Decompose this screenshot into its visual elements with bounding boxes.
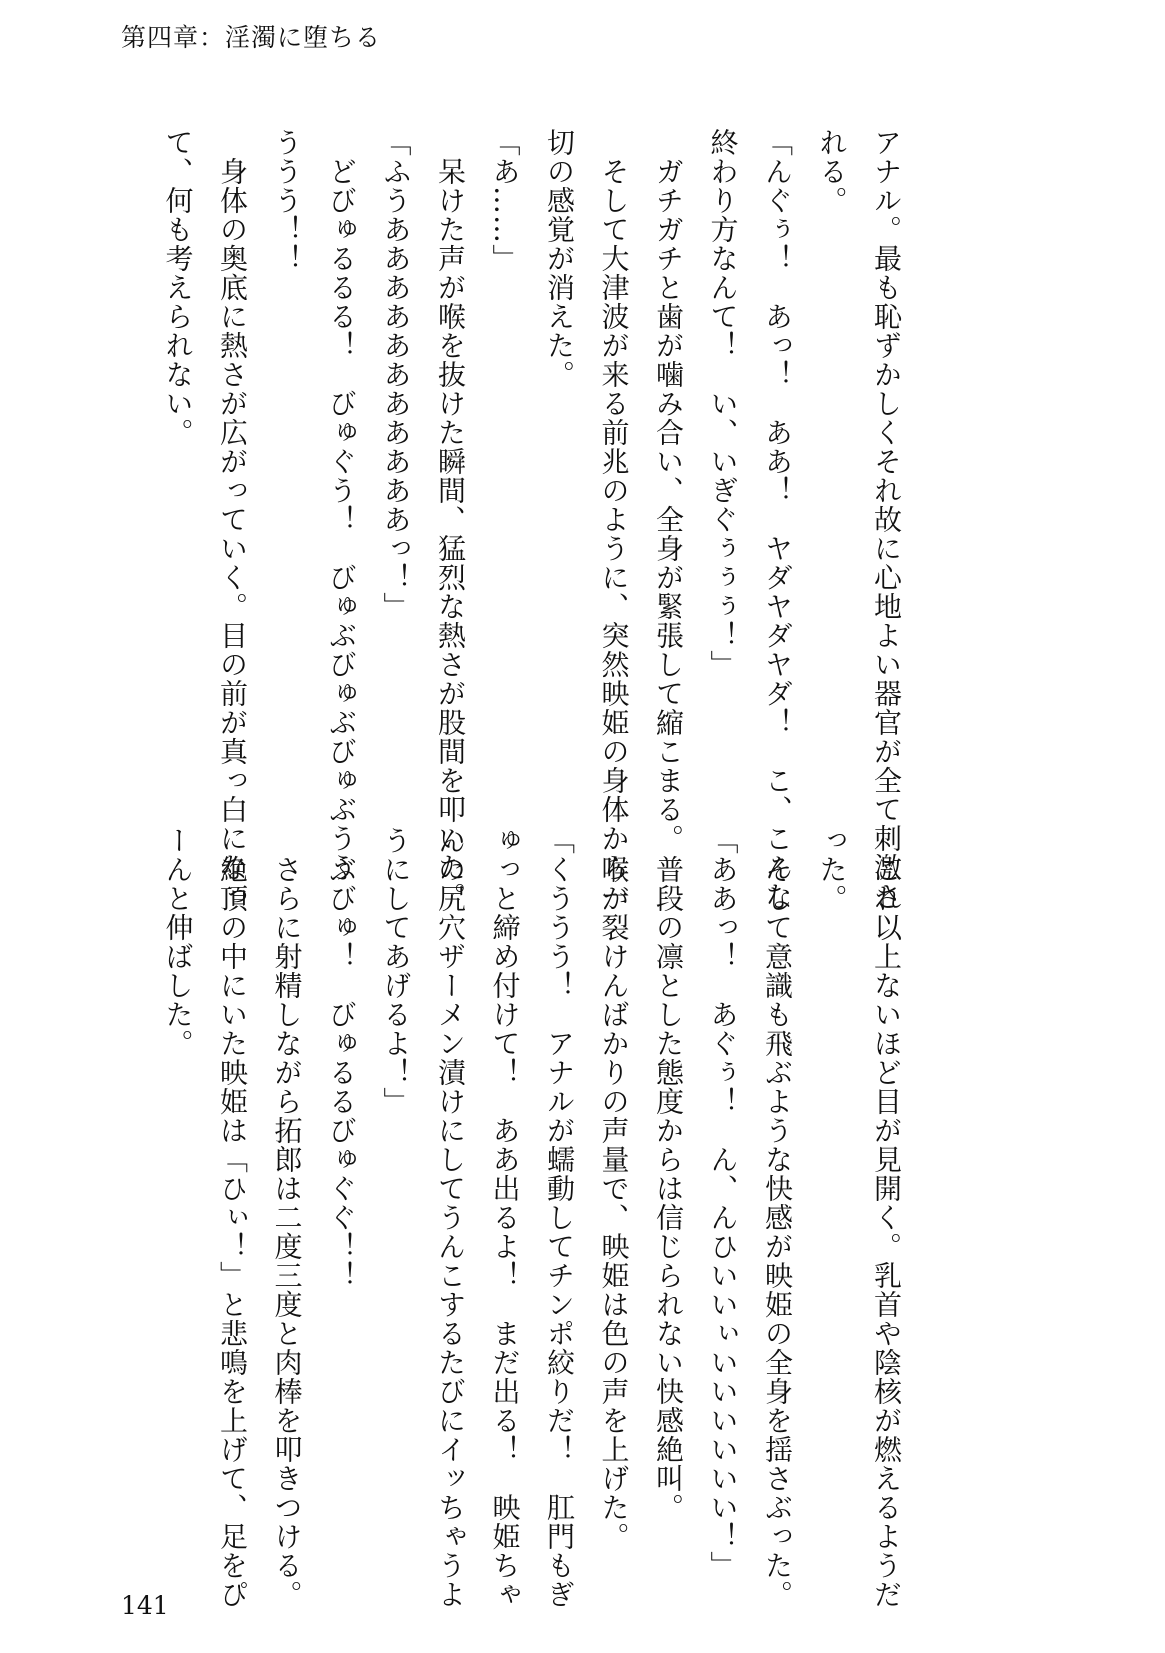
text-line: ーんと伸ばした。 — [161, 826, 195, 1058]
text-line: 喉が裂けんばかりの声量で、映姫は色の声を上げた。 — [597, 826, 631, 1551]
text-line: 「あ……」 — [488, 128, 522, 273]
text-line: どびゅるるる！ びゅぐう！ びゅぶびゅぶびゅぶうう — [325, 128, 358, 882]
page-number: 141 — [121, 1591, 169, 1620]
text-line: て、何も考えられない。 — [161, 128, 195, 447]
text-line: ゅっと締め付けて！ ああ出るよ！ まだ出る！ 映姫ちゃ — [488, 826, 522, 1609]
text-line: 終わり方なんて！ い、いぎぐぅぅぅ！」 — [706, 128, 740, 679]
chapter-title: 第四章：淫濁に堕ちる — [121, 23, 382, 52]
text-line: ぶびゅ！ びゅるるびゅぐぐ！！ — [325, 826, 358, 1290]
text-line: さらに射精しながら拓郎は二度三度と肉棒を叩きつける。 — [270, 826, 304, 1609]
text-line: そして大津波が来る前兆のように、突然映姫の身体から一 — [597, 128, 631, 911]
text-line: った。 — [815, 826, 849, 913]
text-line: 呆けた声が喉を抜けた瞬間、猛烈な熱さが股間を叩いた。 — [434, 128, 467, 911]
text-line: 身体の奥底に熱さが広がっていく。目の前が真っ白になっ — [216, 128, 249, 911]
text-line: 普段の凛とした態度からは信じられない快感絶叫。 — [652, 826, 685, 1522]
text-line: ううう！！ — [270, 128, 304, 273]
text-line: れる。 — [815, 128, 849, 215]
text-line: 「んぐぅ！ あっ！ ああ！ ヤダヤダヤダ！ こ、こんな — [761, 128, 794, 911]
text-line: うにしてあげるよ！」 — [379, 826, 413, 1116]
text-line: 「ああっ！ あぐぅ！ ん、んひいいぃいいいいいい！」 — [706, 826, 740, 1580]
text-line: これ以上ないほど目が見開く。乳首や陰核が燃えるようだ — [870, 826, 903, 1609]
text-line: んの尻穴ザーメン漬けにしてうんこするたびにイッちゃうよ — [434, 826, 467, 1609]
text-line: アナル。最も恥ずかしくそれ故に心地よい器官が全て刺激さ — [870, 128, 903, 911]
text-line: 「くううう！ アナルが蠕動してチンポ絞りだ！ 肛門もぎ — [543, 826, 576, 1609]
lower-text-block — [150, 826, 913, 1609]
text-line: 「ふうあああああああああああっ！」 — [379, 128, 413, 621]
text-line: そして意識も飛ぶような快感が映姫の全身を揺さぶった。 — [761, 826, 794, 1609]
text-line: 絶頂の中にいた映姫は「ひぃ！」と悲鳴を上げて、足をぴ — [216, 826, 249, 1609]
text-line: 切の感覚が消えた。 — [543, 128, 576, 389]
text-line: ガチガチと歯が噛み合い、全身が緊張して縮こまる。 — [652, 128, 685, 853]
